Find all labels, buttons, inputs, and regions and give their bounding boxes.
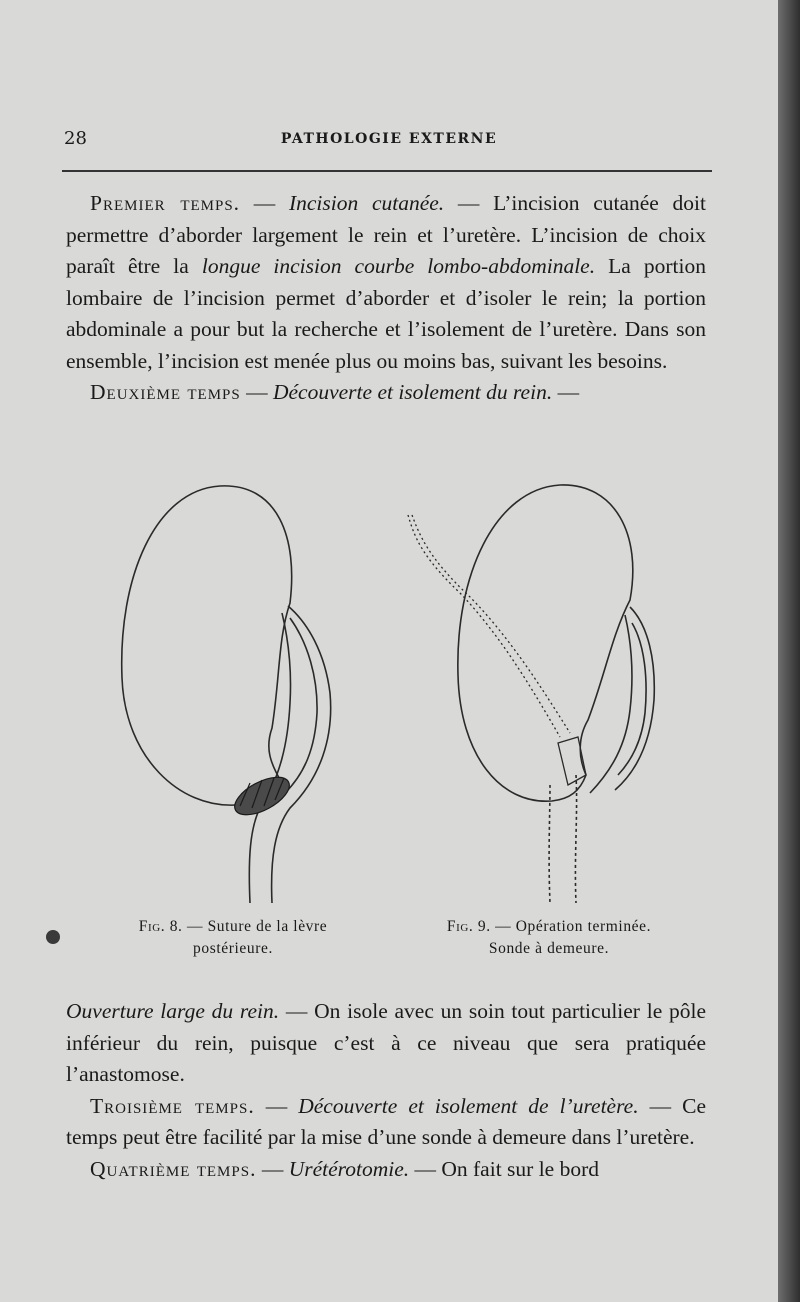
caption-text: — Suture de la lèvre [182, 918, 328, 935]
page-number: 28 [64, 128, 87, 149]
caption-text: postérieure. [193, 940, 273, 957]
paragraph-deuxieme-temps [66, 377, 706, 409]
paragraph-premier-temps [66, 188, 706, 377]
dash: — [240, 191, 289, 215]
figure-9-kidney-catheter [400, 475, 660, 907]
step-title: Découverte et isolement de l’uretère. [298, 1093, 639, 1118]
guide-thread [408, 515, 560, 737]
step-title: Incision cutanée. [288, 191, 445, 215]
catheter-right [575, 775, 576, 903]
step-title: Urétérotomie. [288, 1156, 410, 1181]
dash: — [240, 380, 273, 404]
step-title: Découverte et isolement du rein. [272, 380, 553, 404]
figure-label: Fig. 8. [138, 918, 183, 935]
paragraph-text: — On isole avec un soin tout particulier le pôle inférieur du rein, puisque c’est à ce niveau que sera pratiquée l’anastomose. [66, 999, 706, 1086]
page-header [64, 128, 714, 154]
dash: — [552, 380, 580, 404]
text-block-top [66, 188, 706, 409]
dash: — [254, 1093, 299, 1118]
paragraph-text: La portion lombaire de l’incision permet d’aborder et d’isoler le rein; la portion abdominale a pour but la recherche et l’isolement de l’uretère. Dans son ensemble, l’incision est menée plus ou moins bas, suivant les besoins. [66, 254, 706, 373]
caption-text: — Opération terminée. [490, 918, 652, 935]
paragraph-text: — L’incision cutanée doit permettre d’aborder largement le rein et l’uretère. L’incision de choix paraît être la [66, 191, 706, 278]
ureter-right-edge [615, 607, 654, 790]
paragraph-text: — Ce temps peut être facilité par la mise d’une sonde à demeure dans l’uretère. [66, 1093, 706, 1149]
page-edge-shadow [778, 0, 800, 1302]
step-label: Troisième temps. [90, 1093, 255, 1118]
running-title: PATHOLOGIE EXTERNE [280, 131, 498, 147]
step-label: Deuxième temps [90, 380, 241, 404]
kidney-outline [122, 486, 292, 805]
catheter-left [549, 785, 550, 903]
dash: — [256, 1156, 289, 1181]
step-title: Ouverture large du rein. [66, 999, 280, 1023]
header-rule [62, 170, 712, 172]
paragraph-troisieme-temps [66, 1091, 706, 1154]
paragraph-ouverture [66, 996, 706, 1091]
emphasis-text: longue incision courbe lombo-abdominale. [201, 254, 596, 278]
caption-text: Sonde à demeure. [488, 940, 610, 957]
figure-label: Fig. 9. [446, 918, 491, 935]
kidney-outline [458, 485, 633, 801]
paragraph-text: — On fait sur le bord [409, 1156, 600, 1181]
paragraph-quatrieme-temps [66, 1154, 706, 1186]
step-label: Premier temps. [90, 191, 241, 215]
ink-blot [46, 930, 60, 944]
figure-9-caption [418, 916, 680, 960]
step-label: Quatrième temps. [90, 1156, 257, 1181]
figure-8-caption [98, 916, 368, 960]
figure-8-kidney-suture [110, 478, 360, 908]
text-block-bottom [66, 996, 706, 1185]
